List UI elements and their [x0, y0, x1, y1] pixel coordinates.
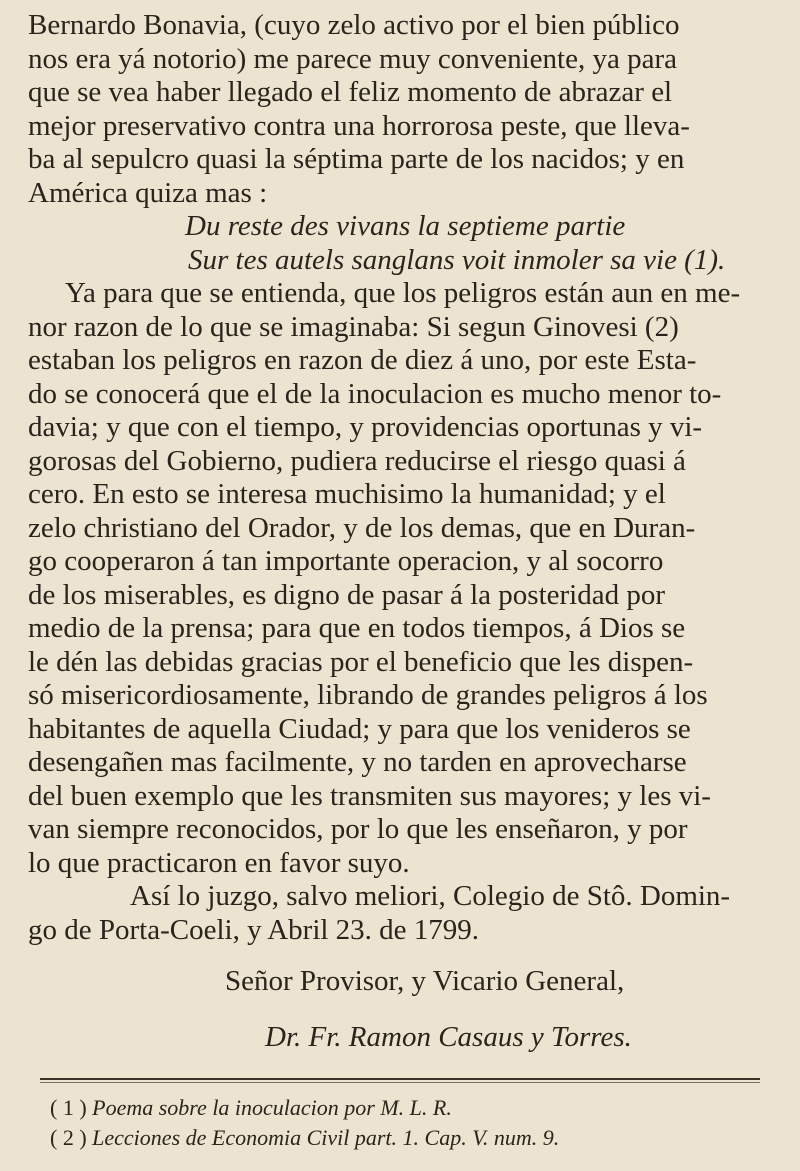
text-line: nos era yá notorio) me parece muy conveniente, ya para — [28, 42, 677, 75]
text-line: gorosas del Gobierno, pudiera reducirse el riesgo quasi á — [28, 444, 686, 477]
footnote-text: Poema sobre la inoculacion por M. L. R. — [92, 1095, 452, 1120]
text-line: América quiza mas : — [28, 176, 268, 209]
text-line: le dén las debidas gracias por el beneficio que les dispen- — [28, 645, 694, 678]
footnote-rule — [40, 1078, 760, 1080]
closing-line: go de Porta-Coeli, y Abril 23. de 1799. — [28, 913, 480, 946]
footnote-marker: ( 1 ) — [50, 1095, 93, 1120]
signature: Dr. Fr. Ramon Casaus y Torres. — [265, 1021, 632, 1053]
text-line: del buen exemplo que les transmiten sus mayores; y les vi- — [28, 779, 711, 812]
text-line: desengañen mas facilmente, y no tarden en aprovecharse — [28, 746, 687, 778]
text-line: lo que practicaron en favor suyo. — [28, 846, 410, 879]
text-line: só misericordiosamente, librando de grandes peligros á los — [28, 679, 708, 711]
verse-line: Sur tes autels sanglans voit inmoler sa vie (1). — [188, 243, 726, 276]
text-line: do se conocerá que el de la inoculacion es mucho menor to- — [28, 377, 722, 410]
text-line: Bernardo Bonavia, (cuyo zelo activo por el bien público — [28, 9, 680, 41]
text-line: habitantes de aquella Ciudad; y para que los venideros se — [28, 712, 691, 745]
text-line: zelo christiano del Orador, y de los demas, que en Duran- — [28, 511, 696, 544]
footnote-text: Lecciones de Economia Civil part. 1. Cap. V. num. 9. — [92, 1125, 560, 1150]
text-line: nor razon de lo que se imaginaba: Si segun Ginovesi (2) — [28, 310, 679, 343]
footnote-rule-thin — [40, 1082, 760, 1083]
text-line: ba al sepulcro quasi la séptima parte de los nacidos; y en — [28, 143, 685, 175]
text-line: que se vea haber llegado el feliz momento de abrazar el — [28, 76, 673, 108]
text-line: mejor preservativo contra una horrorosa peste, que lleva- — [28, 109, 690, 142]
text-line: Ya para que se entienda, que los peligros están aun en me- — [65, 277, 741, 309]
salutation: Señor Provisor, y Vicario General, — [225, 965, 625, 997]
text-line: de los miserables, es digno de pasar á la posteridad por — [28, 578, 666, 611]
text-line: davia; y que con el tiempo, y providencias oportunas y vi- — [28, 411, 703, 443]
text-line: go cooperaron á tan importante operacion, y al socorro — [28, 545, 664, 577]
verse-line: Du reste des vivans la septieme partie — [185, 210, 626, 242]
footnote — [50, 1094, 452, 1122]
text-line: cero. En esto se interesa muchisimo la humanidad; y el — [28, 478, 666, 510]
text-line: estaban los peligros en razon de diez á uno, por este Esta- — [28, 344, 697, 376]
text-line: van siempre reconocidos, por lo que les enseñaron, y por — [28, 813, 688, 845]
footnote-marker: ( 2 ) — [50, 1125, 93, 1150]
footnote — [50, 1124, 559, 1152]
text-line: medio de la prensa; para que en todos tiempos, á Dios se — [28, 612, 686, 644]
closing-line: Así lo juzgo, salvo meliori, Colegio de Stô. Domin- — [130, 880, 731, 912]
